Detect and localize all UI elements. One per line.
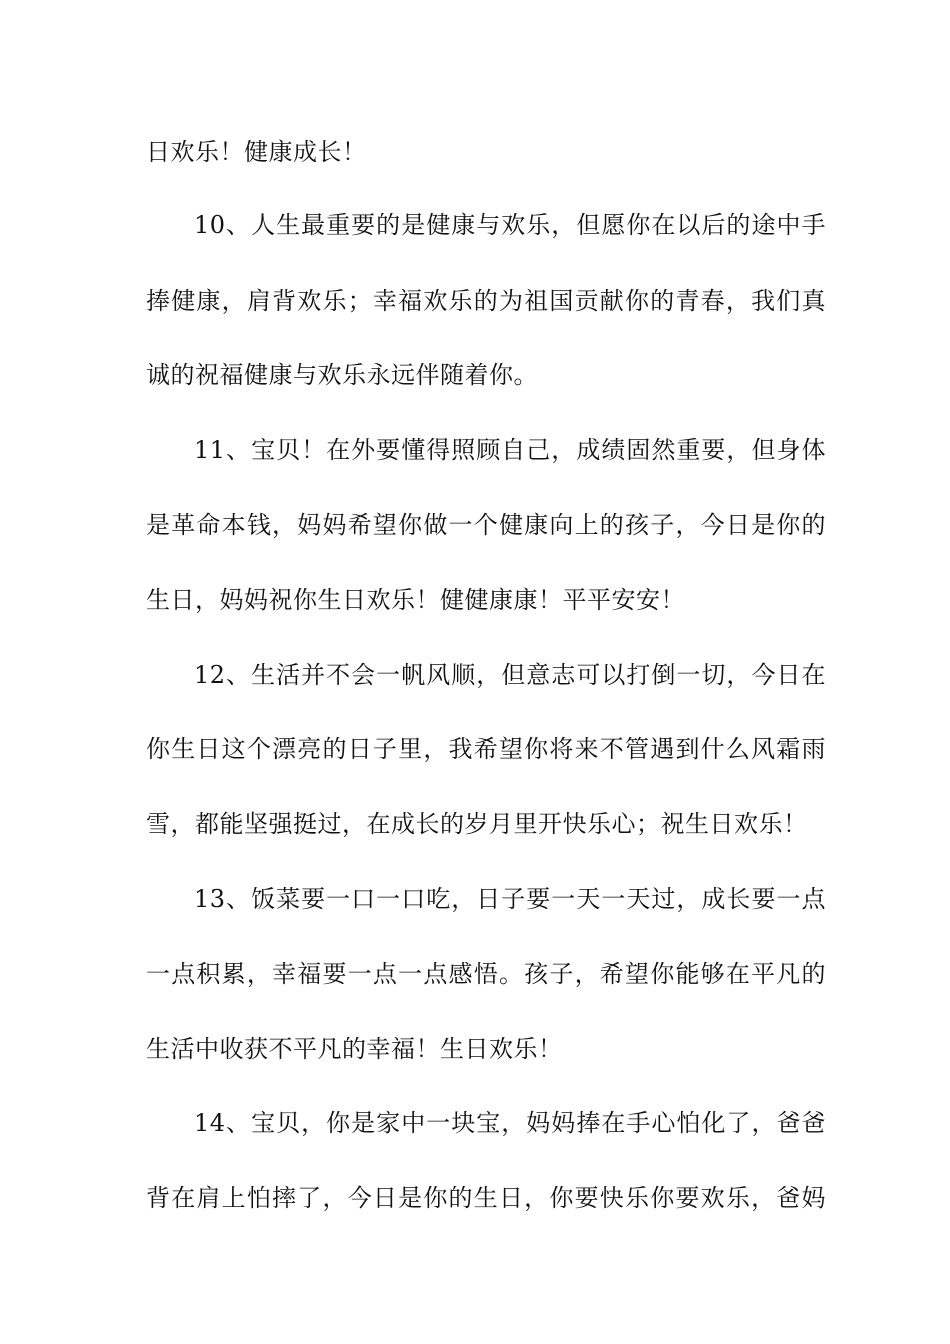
paragraph-12-line-2: 你生日这个漂亮的日子里，我希望你将来不管遇到什么风霜雨 [146, 735, 826, 763]
paragraph-13-line-3: 生活中收获不平凡的幸福！生日欢乐！ [146, 1035, 563, 1063]
paragraph-14-line-2: 背在肩上怕摔了，今日是你的生日，你要快乐你要欢乐，爸妈 [146, 1184, 826, 1212]
paragraph-13-line-2: 一点积累，幸福要一点一点感悟。孩子，希望你能够在平凡的 [146, 960, 826, 988]
paragraph-12-line-1: 12、生活并不会一帆风顺，但意志可以打倒一切，今日在 [194, 661, 826, 689]
text-line: 日欢乐！健康成长！ [146, 138, 367, 166]
paragraph-12-line-3: 雪，都能坚强挺过，在成长的岁月里开快乐心；祝生日欢乐！ [146, 810, 808, 838]
paragraph-10-line-1: 10、人生最重要的是健康与欢乐，但愿你在以后的途中手 [194, 211, 826, 239]
paragraph-11-line-2: 是革命本钱，妈妈希望你做一个健康向上的孩子，今日是你的 [146, 511, 826, 539]
paragraph-13-line-1: 13、饭菜要一口一口吃，日子要一天一天过，成长要一点 [194, 885, 826, 913]
paragraph-10-line-2: 捧健康，肩背欢乐；幸福欢乐的为祖国贡献你的青春，我们真 [146, 287, 826, 315]
paragraph-10-line-3: 诚的祝福健康与欢乐永远伴随着你。 [146, 361, 538, 389]
paragraph-11-line-3: 生日，妈妈祝你生日欢乐！健健康康！平平安安！ [146, 586, 685, 614]
paragraph-11-line-1: 11、宝贝！在外要懂得照顾自己，成绩固然重要，但身体 [194, 436, 826, 464]
paragraph-14-line-1: 14、宝贝，你是家中一块宝，妈妈捧在手心怕化了，爸爸 [194, 1109, 826, 1137]
